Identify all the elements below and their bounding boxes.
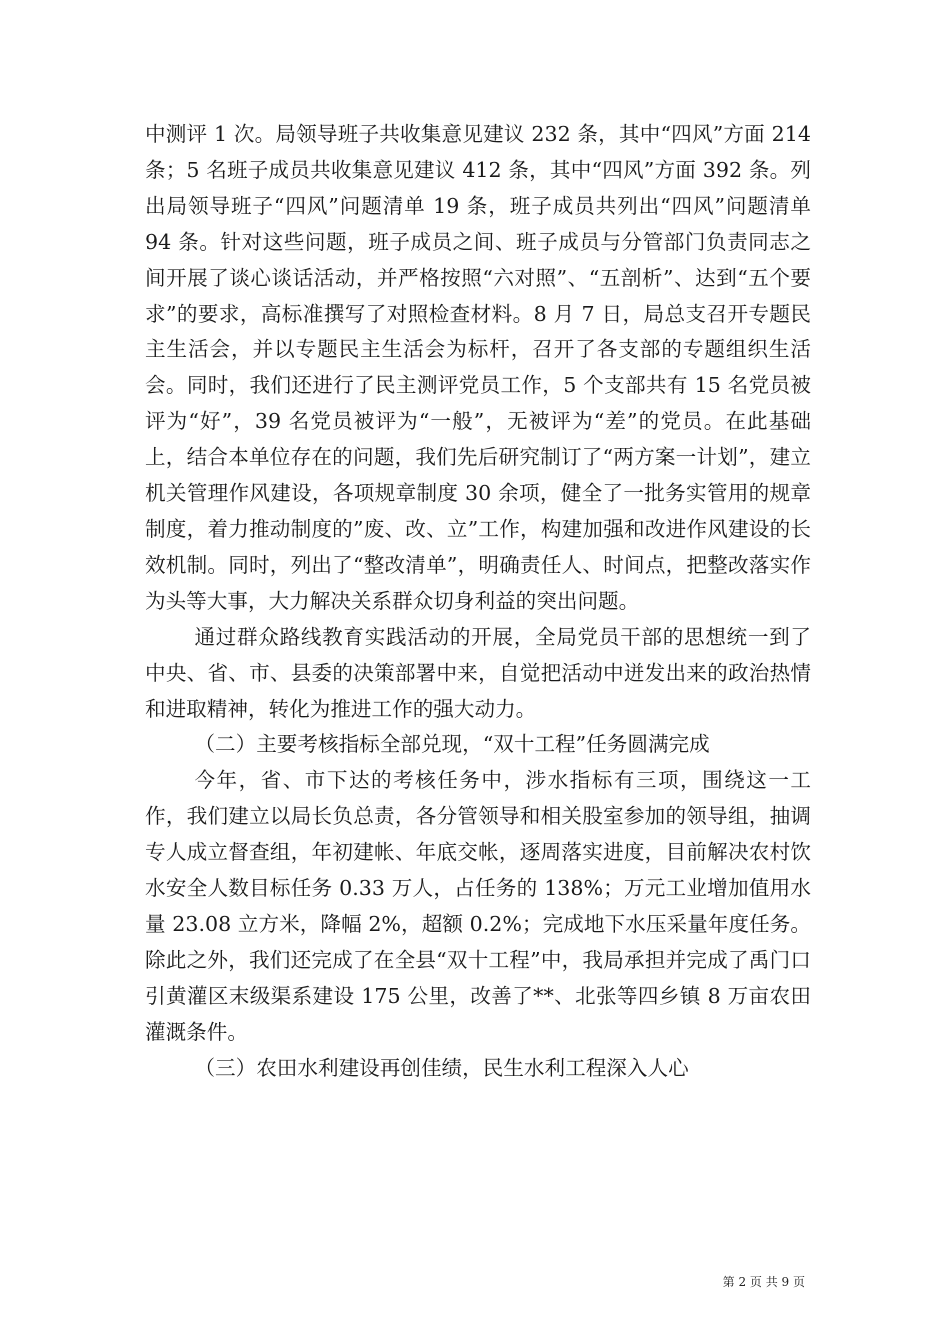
section-heading-2: （二）主要考核指标全部兑现，“双十工程”任务圆满完成 xyxy=(194,732,710,757)
paragraph-continuation: 中测评 1 次。局领导班子共收集意见建议 232 条，其中“四风”方面 214 条；5 名班子成员共收集意见建议 412 条，其中“四风”方面 392 条。列出局领导班子“四风”问题清单 19 条，班子成员共列出“四风”问题清单 94 条。针对这些问题，班子成员之间、班子成员与分管部门负责同志之间开展了谈心谈话活动，并严格按照“六对照”、“五剖析”、达到“五个要求”的要求，高标准撰写了对照检查材料。8 月 7 日，局总支召开专题民主生活会，并以专题民主生活会为标杆，召开了各支部的专题组织生活会。同时，我们还进行了民主测评党员工作，5 个支部共有 15 名党员被评为“好”，39 名党员被评为“一般”，无被评为“差”的党员。在此基础上，结合本单位存在的问题，我们先后研究制订了“两方案一计划”，建立机关管理作风建设，各项规章制度 30 余项，健全了一批务实管用的规章制度，着力推动制度的”废、改、立”工作，构建加强和改进作风建设的长效机制。同时，列出了“整改清单”，明确责任人、时间点，把整改落实作为头等大事，大力解决关系群众切身利益的突出问题。 xyxy=(145,122,811,613)
page-number-footer: 第 2 页 共 9 页 xyxy=(722,1275,805,1289)
paragraph-activity-summary: 通过群众路线教育实践活动的开展，全局党员干部的思想统一到了中央、省、市、县委的决策部署中来，自觉把活动中迸发出来的政治热情和进取精神，转化为推进工作的强大动力。 xyxy=(145,624,811,721)
document-body xyxy=(145,117,811,1086)
paragraph-assessment-indicators: 今年，省、市下达的考核任务中，涉水指标有三项，围绕这一工作，我们建立以局长负总责，各分管领导和相关股室参加的领导组，抽调专人成立督查组，年初建帐、年底交帐，逐周落实进度，目前解决农村饮水安全人数目标任务 0.33 万人，占任务的 138%；万元工业增加值用水量 23.08 立方米，降幅 2%，超额 0.2%；完成地下水压采量年度任务。除此之外，我们还完成了在全县“双十工程”中，我局承担并完成了禹门口引黄灌区末级渠系建设 175 公里，改善了**、北张等四乡镇 8 万亩农田灌溉条件。 xyxy=(145,768,811,1044)
section-heading-3: （三）农田水利建设再创佳绩，民生水利工程深入人心 xyxy=(194,1055,689,1080)
